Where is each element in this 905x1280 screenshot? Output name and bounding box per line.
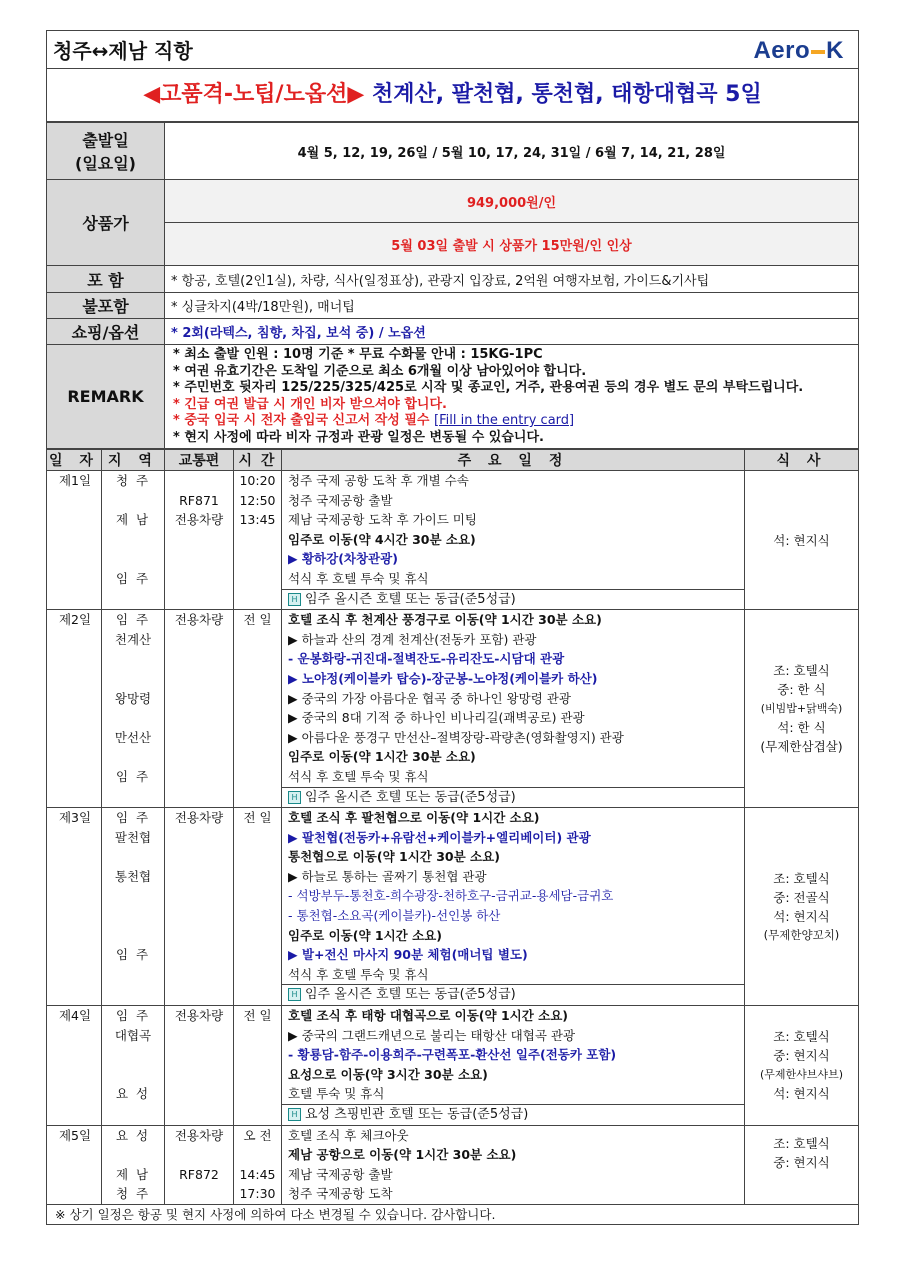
col-time: 시 간 — [234, 450, 282, 471]
day-row — [47, 1125, 859, 1204]
meal-cell: 조: 호텔식 중: 현지식 (무제한샤브샤브) 석: 현지식 — [745, 1006, 859, 1126]
remark-item: * 최소 출발 인원 : 10명 기준 * 무료 수화물 안내 : 15KG-1PC — [173, 347, 543, 362]
exclude-label: 불포함 — [47, 293, 165, 319]
day-label: 제4일 — [47, 1006, 102, 1126]
transport-list: RF871 전용차량 — [165, 471, 234, 610]
region-list: 임 주 대협곡 요 성 — [102, 1006, 165, 1126]
header — [46, 30, 859, 68]
time-list: 10:20 12:50 13:45 — [234, 471, 282, 610]
time-list: 전 일 — [234, 1006, 282, 1126]
col-region: 지 역 — [102, 450, 165, 471]
tour-document — [46, 30, 859, 1225]
meal-cell: 조: 호텔식 중: 전골식 석: 현지식 (무제한양꼬치) — [745, 808, 859, 1006]
remark-item: * 긴급 여권 발급 시 개인 비자 받으셔야 합니다. — [173, 396, 447, 412]
hotel-icon: H — [288, 1108, 301, 1121]
day-row — [47, 610, 859, 808]
itinerary-cell: 호텔 조식 후 태항 대협곡으로 이동(약 1시간 소요) ▶ 중국의 그랜드캐년으로 불리는 태항산 대협곡 관광 - 황룡담-함주-이용희주-구련폭포-환산선 일주(전동카 포함) 요성으로 이동(약 3시간 30분 소요) 호텔 투숙 및 휴식 H 요성 츠핑빈관 호텔 또는 동급(준5성급) — [282, 1006, 745, 1126]
aero-k-logo: Aero K — [753, 37, 844, 64]
tour-tag: ◀고품격-노팁/노옵션▶ — [143, 82, 365, 107]
header-title: 청주↔제남 직항 — [53, 39, 193, 63]
entry-card-link[interactable]: [Fill in the entry card] — [434, 413, 575, 428]
col-transport: 교통편 — [165, 450, 234, 471]
transport-list: 전용차량 — [165, 1006, 234, 1126]
price-label: 상품가 — [47, 180, 165, 266]
region-list: 청 주 제 남 임 주 — [102, 471, 165, 610]
shopping-text: * 2회(라텍스, 침향, 차집, 보석 중) / 노옵션 — [165, 319, 859, 345]
meal-cell: 석: 현지식 — [745, 471, 859, 610]
transport-list: 전용차량 RF872 — [165, 1125, 234, 1204]
day-row — [47, 808, 859, 1006]
hotel-info: H 임주 올시즌 호텔 또는 동급(준5성급) — [282, 984, 744, 1005]
day-label: 제2일 — [47, 610, 102, 808]
tour-subtitle — [46, 68, 859, 122]
tour-name: 천계산, 팔천협, 통천협, 태항대협곡 5일 — [371, 82, 762, 107]
region-list: 임 주 팔천협 통천협 임 주 — [102, 808, 165, 1006]
departure-dates: 4월 5, 12, 19, 26일 / 5월 10, 17, 24, 31일 / 6월 7, 14, 21, 28일 — [165, 123, 859, 180]
hotel-info: H 요성 츠핑빈관 호텔 또는 동급(준5성급) — [282, 1104, 744, 1125]
remark-list — [165, 345, 859, 449]
include-label: 포 함 — [47, 266, 165, 293]
time-list: 전 일 — [234, 808, 282, 1006]
shopping-label: 쇼핑/옵션 — [47, 319, 165, 345]
itinerary-cell: 호텔 조식 후 팔천협으로 이동(약 1시간 소요) ▶ 팔천협(전동카+유람선+케이블카+엘리베이터) 관광 통천협으로 이동(약 1시간 30분 소요) ▶ 하늘로 통하는 골짜기 통천협 관광 - 석방부두-통천호-희수광장-천하호구-금귀교-용세담-금귀호 - 통천협-소요곡(케이블카)-선인봉 하산 임주로 이동(약 1시간 소요) ▶ 발+전신 마사지 90분 체험(매너팁 별도) 석식 후 호텔 투숙 및 휴식 H 임주 올시즌 호텔 또는 동급(준5성급) — [282, 808, 745, 1006]
itinerary-cell: 호텔 조식 후 천계산 풍경구로 이동(약 1시간 30분 소요) ▶ 하늘과 산의 경계 천계산(전동카 포함) 관광 - 운봉화랑-귀진대-절벽잔도-유리잔도-시담대 관광 ▶ 노야정(케이블카 탑승)-장군봉-노야정(케이블카 하산) ▶ 중국의 가장 아름다운 협곡 중 하나인 왕망령 관광 ▶ 중국의 8대 기적 중 하나인 비나리길(괘벽공로) 관광 ▶ 아름다운 풍경구 만선산–절벽장랑-곽량촌(영화촬영지) 관광 임주로 이동(약 1시간 30분 소요) 석식 후 호텔 투숙 및 휴식 H 임주 올시즌 호텔 또는 동급(준5성급) — [282, 610, 745, 808]
itinerary-cell: 호텔 조식 후 체크아웃 제남 공항으로 이동(약 1시간 30분 소요) 제남 국제공항 출발 청주 국제공항 도착 — [282, 1125, 745, 1204]
remark-item: * 주민번호 뒷자리 125/225/325/425로 시작 및 종교인, 거주, 관용여권 등의 경우 별도 문의 부탁드립니다. — [173, 380, 804, 395]
col-day: 일 자 — [47, 450, 102, 471]
remark-item: * 여권 유효기간은 도착일 기준으로 최소 6개월 이상 남아있어야 합니다. — [173, 363, 587, 379]
col-itinerary: 주 요 일 정 — [282, 450, 745, 471]
meal-cell: 조: 호텔식 중: 한 식 (비빔밥+닭백숙) 석: 한 식 (무제한삼겹살) — [745, 610, 859, 808]
transport-list: 전용차량 — [165, 610, 234, 808]
hotel-icon: H — [288, 593, 301, 606]
info-table — [46, 122, 859, 449]
exclude-text: * 싱글차지(4박/18만원), 매너팁 — [165, 293, 859, 319]
hotel-info: H 임주 올시즌 호텔 또는 동급(준5성급) — [282, 787, 744, 808]
price-value: 949,000원/인 — [165, 180, 859, 223]
region-list: 임 주 천계산 왕망령 만선산 임 주 — [102, 610, 165, 808]
time-list: 전 일 — [234, 610, 282, 808]
hotel-info: H 임주 올시즌 호텔 또는 동급(준5성급) — [282, 589, 744, 610]
hotel-icon: H — [288, 791, 301, 804]
time-list: 오 전 14:45 17:30 — [234, 1125, 282, 1204]
day-label: 제5일 — [47, 1125, 102, 1204]
remark-label: REMARK — [47, 345, 165, 449]
meal-cell: 조: 호텔식 중: 현지식 — [745, 1125, 859, 1204]
day-label: 제1일 — [47, 471, 102, 610]
itinerary-cell: 청주 국제 공항 도착 후 개별 수속 청주 국제공항 출발 제남 국제공항 도착 후 가이드 미팅 임주로 이동(약 4시간 30분 소요) ▶ 황하강(차창관광) 석식 후 호텔 투숙 및 휴식 H 임주 올시즌 호텔 또는 동급(준5성급) — [282, 471, 745, 610]
include-text: * 항공, 호텔(2인1실), 차량, 식사(일정표상), 관광지 입장료, 2억원 여행자보험, 가이드&기사팁 — [165, 266, 859, 293]
departure-label: 출발일 (일요일) — [47, 123, 165, 180]
remark-item: * 현지 사정에 따라 비자 규정과 관광 일정은 변동될 수 있습니다. — [173, 429, 544, 445]
region-list: 요 성 제 남 청 주 — [102, 1125, 165, 1204]
day-row — [47, 471, 859, 610]
remark-item: * 중국 입국 시 전자 출입국 신고서 작성 필수 [Fill in the entry card] — [173, 413, 575, 428]
hotel-icon: H — [288, 988, 301, 1001]
day-label: 제3일 — [47, 808, 102, 1006]
footer-note: ※ 상기 일정은 항공 및 현지 사정에 의하여 다소 변경될 수 있습니다. 감사합니다. — [46, 1205, 859, 1225]
col-meal: 식 사 — [745, 450, 859, 471]
transport-list: 전용차량 — [165, 808, 234, 1006]
price-note: 5월 03일 출발 시 상품가 15만원/인 인상 — [165, 223, 859, 266]
day-row — [47, 1006, 859, 1126]
schedule-table — [46, 449, 859, 1205]
